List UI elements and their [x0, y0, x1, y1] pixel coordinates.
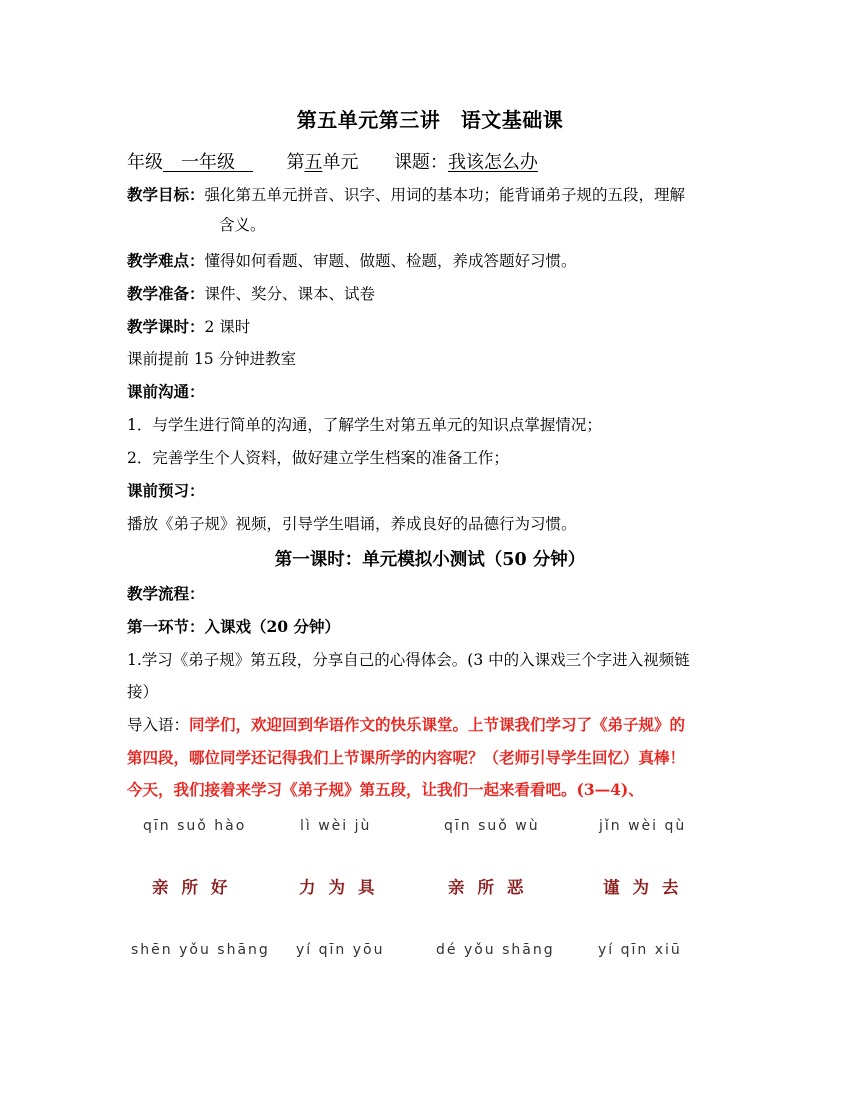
hanzi-group-4: 谨为去 — [603, 878, 692, 897]
step1-line2: 接） — [127, 683, 159, 701]
communication-item-2: 2．完善学生个人资料，做好建立学生档案的准备工作； — [127, 449, 509, 467]
preparation-text: 课件、奖分、课本、试卷 — [204, 285, 376, 303]
hours-text: 2 课时 — [204, 318, 251, 336]
pinyin-top-4: jǐn wèi qù — [599, 818, 687, 834]
difficulty-line — [127, 251, 577, 271]
hours-label: 教学课时： — [127, 317, 205, 336]
pinyin-top-1: qīn suǒ hào — [143, 818, 247, 834]
intro-line3 — [127, 780, 644, 800]
lesson1-title: 第一课时：单元模拟小测试（50 分钟） — [274, 550, 586, 570]
unit-value: 五 — [304, 152, 323, 173]
difficulty-label: 教学难点： — [127, 251, 205, 270]
objectives-continuation: 含义。 — [219, 216, 266, 234]
difficulty-text: 懂得如何看题、审题、做题、检题，养成答题好习惯。 — [204, 252, 577, 270]
arrive-note: 课前提前 15 分钟进教室 — [127, 350, 297, 368]
intro-text-3: 今天，我们接着来学习《弟子规》第五段，让我们一起来看看吧。(3—4)、 — [127, 780, 644, 799]
pinyin-top-3: qīn suǒ wù — [444, 818, 540, 834]
preparation-label: 教学准备： — [127, 284, 205, 303]
grade-value: 一年级 — [163, 152, 253, 173]
preview-text: 播放《弟子规》视频，引导学生唱诵，养成良好的品德行为习惯。 — [127, 515, 577, 533]
preparation-line — [127, 284, 375, 304]
pinyin-bottom-4: yí qīn xiū — [598, 942, 682, 958]
lesson-meta — [127, 148, 538, 174]
flow-label: 教学流程： — [127, 584, 205, 603]
topic-label: 课题： — [393, 152, 448, 173]
pinyin-bottom-1: shēn yǒu shāng — [131, 942, 270, 958]
hanzi-group-1: 亲所好 — [152, 878, 241, 897]
objectives-line — [127, 185, 685, 205]
objectives-label: 教学目标： — [127, 185, 205, 204]
intro-line1 — [127, 715, 685, 735]
preview-label: 课前预习： — [127, 481, 205, 500]
unit-suffix: 单元 — [322, 152, 359, 173]
hanzi-group-2: 力为具 — [299, 878, 388, 897]
unit-prefix: 第 — [286, 152, 305, 173]
communication-item-1: 1．与学生进行简单的沟通，了解学生对第五单元的知识点掌握情况； — [127, 416, 602, 434]
hours-line — [127, 317, 250, 337]
pinyin-bottom-3: dé yǒu shāng — [436, 942, 555, 958]
objectives-text: 强化第五单元拼音、识字、用词的基本功；能背诵弟子规的五段，理解 — [204, 186, 686, 204]
section1-label: 第一环节：入课戏（20 分钟） — [127, 617, 340, 636]
communication-label: 课前沟通： — [127, 382, 205, 401]
pinyin-top-2: lì wèi jù — [300, 818, 372, 834]
pinyin-bottom-2: yí qīn yōu — [296, 942, 385, 958]
grade-label: 年级 — [127, 152, 163, 173]
page-title: 第五单元第三讲 语文基础课 — [296, 108, 564, 132]
intro-text-1: 同学们，欢迎回到华语作文的快乐课堂。上节课我们学习了《弟子规》的 — [189, 715, 686, 734]
intro-line2: 第四段，哪位同学还记得我们上节课所学的内容呢？（老师引导学生回忆）真棒！ — [127, 748, 686, 767]
intro-label: 导入语： — [127, 716, 190, 734]
step1-line1: 1.学习《弟子规》第五段，分享自己的心得体会。(3 中的入课戏三个字进入视频链 — [127, 651, 690, 669]
topic-value: 我该怎么办 — [447, 152, 538, 173]
hanzi-group-3: 亲所恶 — [448, 878, 537, 897]
